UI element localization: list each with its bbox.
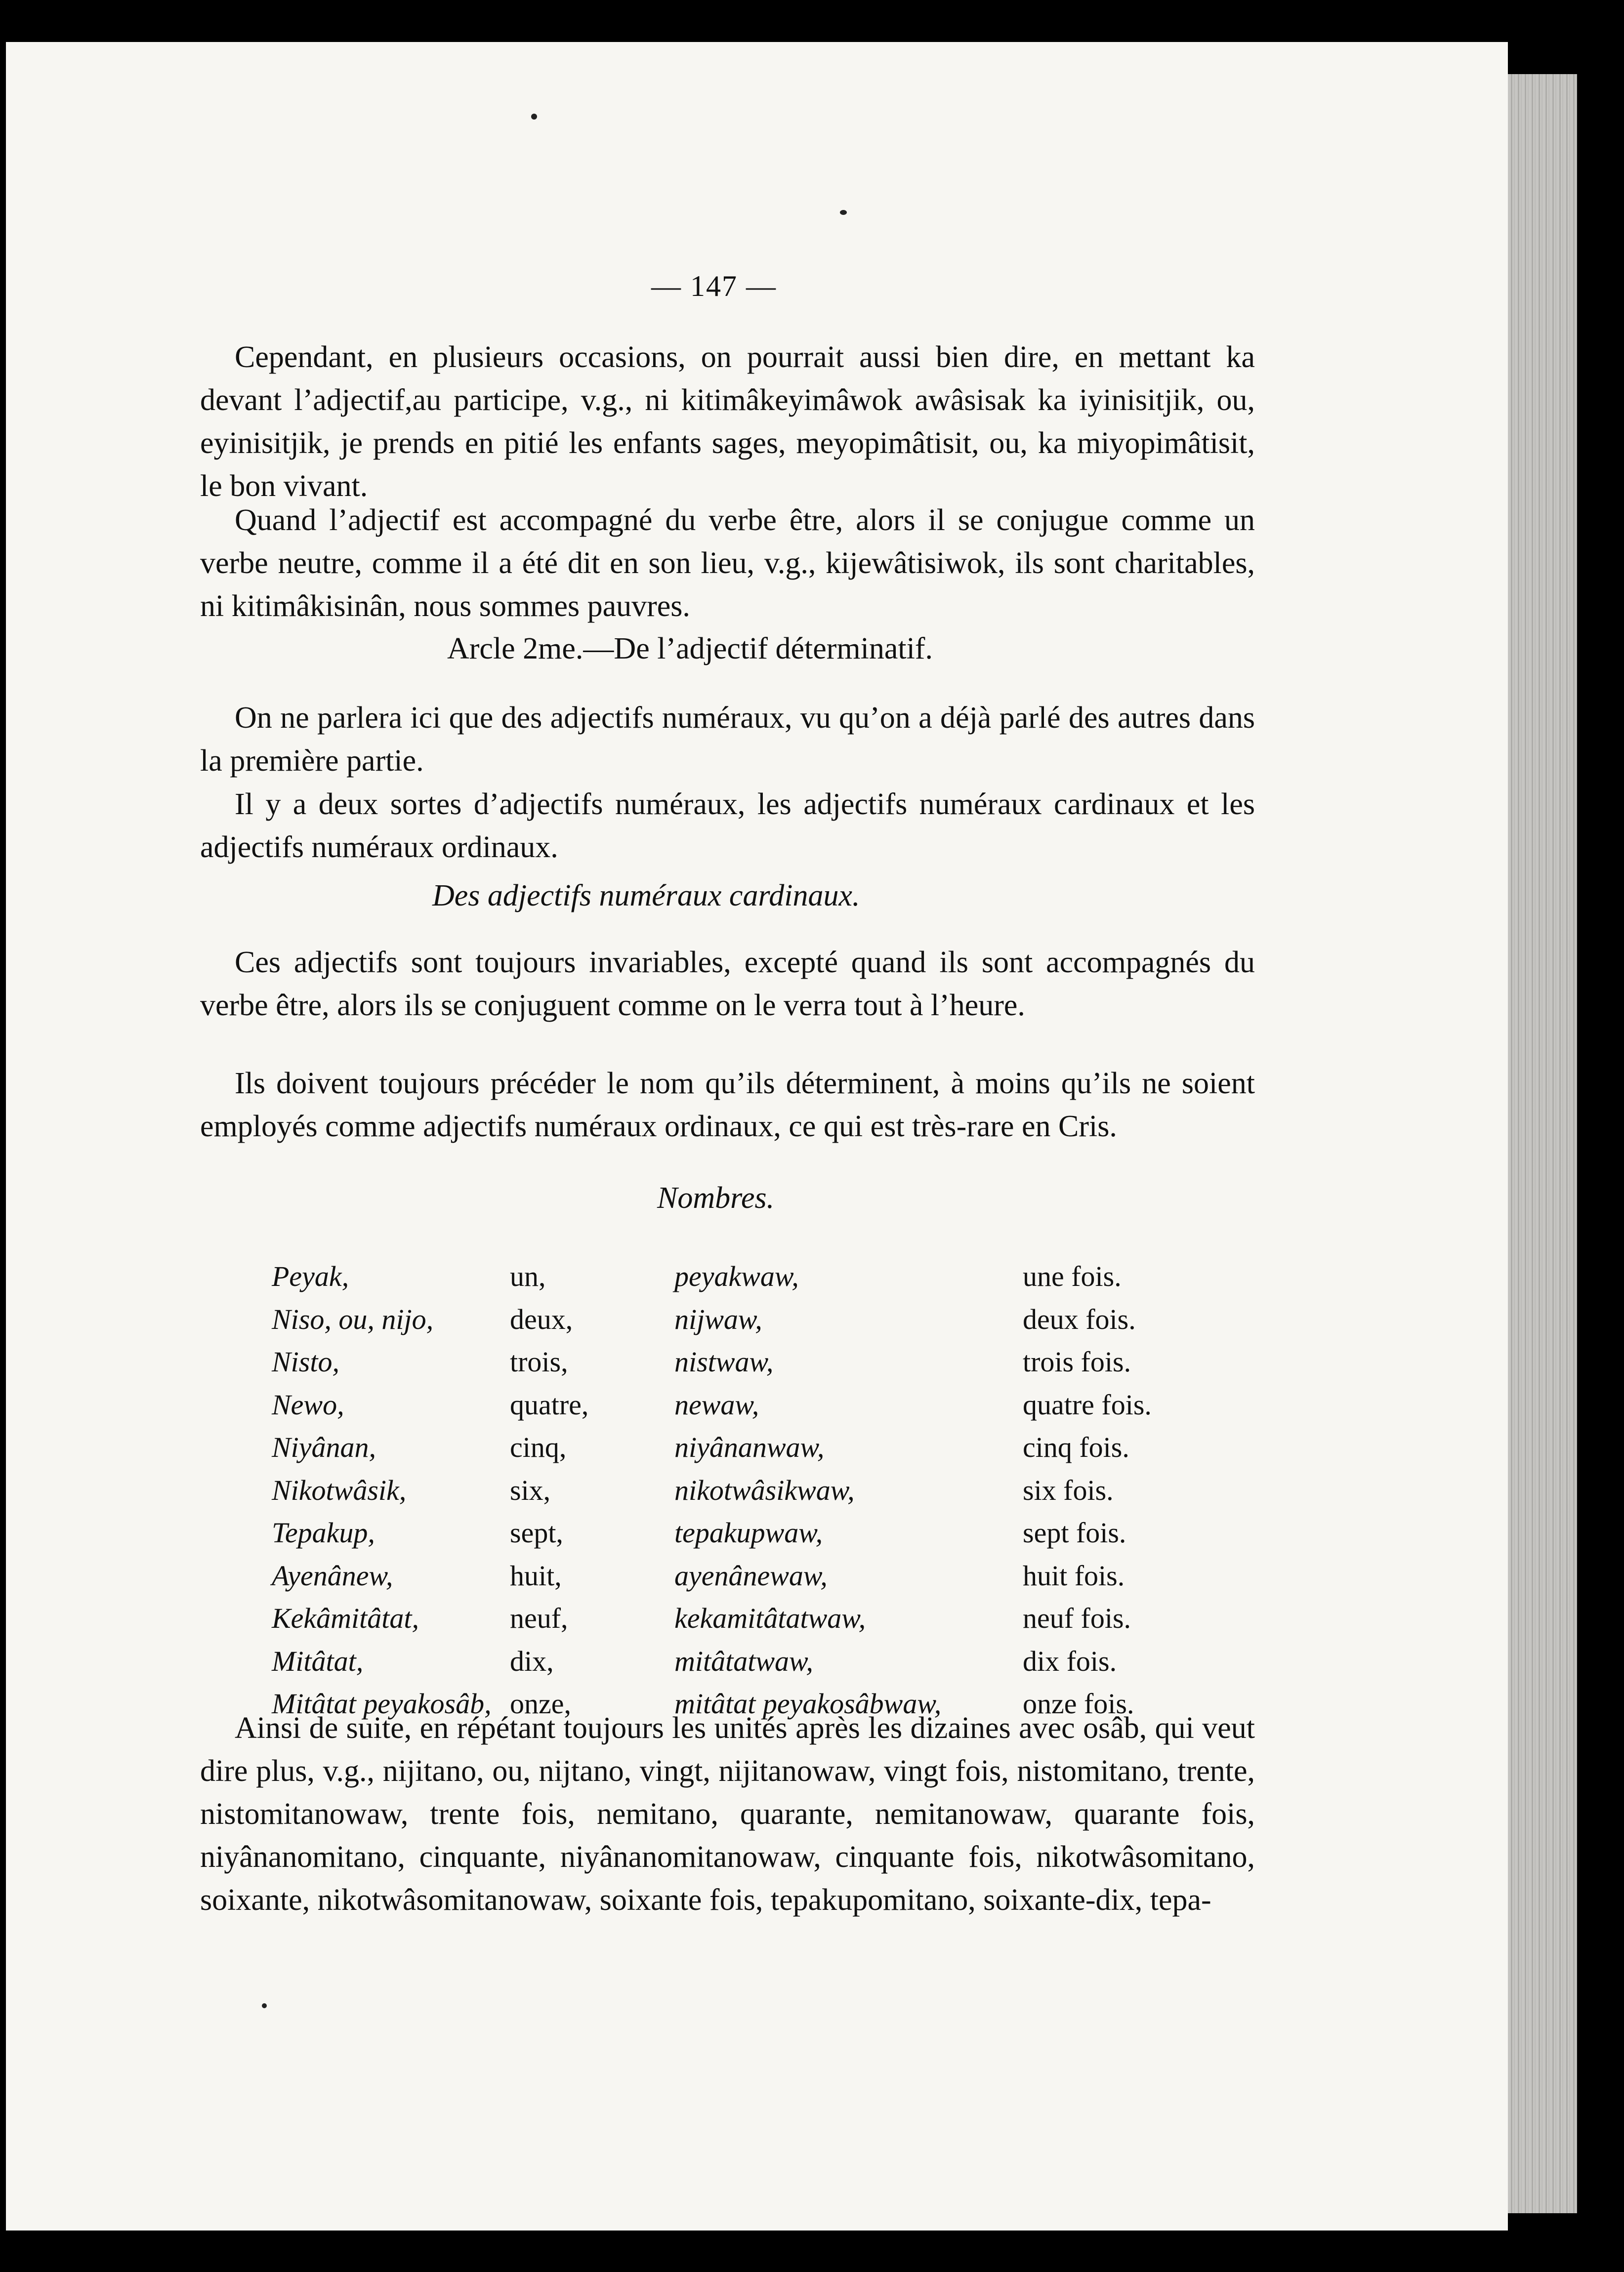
french-number: quatre, [510,1388,589,1421]
french-times: dix fois. [1023,1645,1117,1677]
french-times: huit fois. [1023,1559,1125,1592]
french-number: trois, [510,1346,568,1378]
nombres-title: Nombres. [657,1181,775,1215]
cree-number: Niso, ou, nijo, [272,1303,434,1335]
french-times: sept fois. [1023,1517,1126,1549]
number-row [272,1597,1235,1640]
cree-number: Ayenânew, [272,1559,393,1592]
cree-number: Nisto, [272,1346,339,1378]
french-times: une fois. [1023,1260,1122,1292]
paragraph-2: Quand l’adjectif est accompagné du verbe être, alors il se conjugue comme un verbe neutre, comme il a été dit en son lieu, v.g., kijewâtisiwok, ils sont charitables, ni kitimâkisinân, nous sommes pauvres. [200,503,1255,623]
section-heading: Des adjectifs numéraux cardinaux. [432,879,860,912]
ink-speck [840,210,847,215]
cree-times: mitâtatwaw, [674,1645,813,1677]
cree-times: niyânanwaw, [674,1431,825,1463]
article-heading: Arcle 2me.—De l’adjectif déterminatif. [447,632,933,665]
paragraph-4: Il y a deux sortes d’adjectifs numéraux, les adjectifs numéraux cardinaux et les adjectifs numéraux ordinaux. [200,787,1255,864]
number-row [272,1383,1235,1426]
number-row [272,1340,1235,1383]
cree-number: Tepakup, [272,1517,375,1549]
cree-times: nistwaw, [674,1346,774,1378]
number-row [272,1554,1235,1597]
cree-times: tepakupwaw, [674,1517,823,1549]
french-number: huit, [510,1559,562,1592]
page-number: — 147 — [651,270,777,302]
french-number: neuf, [510,1602,568,1634]
number-row [272,1640,1235,1683]
french-number: cinq, [510,1431,567,1463]
french-times: trois fois. [1023,1346,1131,1378]
french-number: un, [510,1260,546,1292]
french-number: dix, [510,1645,554,1677]
cree-times: nikotwâsikwaw, [674,1474,855,1506]
ink-speck [531,114,537,120]
cree-number: Peyak, [272,1260,349,1292]
number-row [272,1469,1235,1512]
cree-times: kekamitâtatwaw, [674,1602,866,1634]
cree-times: mitâtat peyakosâbwaw, [674,1688,942,1720]
number-row [272,1426,1235,1469]
cree-number: Kekâmitâtat, [272,1602,419,1634]
french-number: onze, [510,1688,571,1720]
number-row [272,1298,1235,1341]
french-number: sept, [510,1517,563,1549]
cree-number: Mitâtat peyakosâb, [272,1688,492,1720]
cree-number: Niyânan, [272,1431,376,1463]
paragraph-1: Cependant, en plusieurs occasions, on pourrait aussi bien dire, en mettant ka devant l’adjectif,au participe, v.g., ni kitimâkeyimâwok awâsisak ka iyinisitjik, ou, eyinisitjik, je prends en pitié les enfants sages, meyopimâtisit, ou, ka miyopimâtisit, le bon vivant. [200,340,1255,503]
cree-number: Newo, [272,1388,344,1421]
paragraph-6: Ils doivent toujours précéder le nom qu’ils déterminent, à moins qu’ils ne soient employés comme adjectifs numéraux ordinaux, ce qui est très-rare en Cris. [200,1067,1255,1143]
cree-times: peyakwaw, [674,1260,799,1292]
french-number: six, [510,1474,551,1506]
cree-times: ayenânewaw, [674,1559,828,1592]
paragraph-7: Ainsi de suite, en répétant toujours les unités après les dizaines avec osâb, qui veut dire plus, v.g., nijitano, ou, nijtano, vingt, nijitanowaw, vingt fois, nistomitano, trente, nistomitanowaw, trente fois, nemitano, quarante, nemitanowaw, quarante fois, niyânanomitano, cinquante, niyânanomitanowaw, cinquante fois, nikotwâsomitano, soixante, nikotwâsomitanowaw, soixante fois, tepakupomitano, soixante-dix, tepa- [200,1711,1255,1917]
page-edge [1508,74,1577,2213]
french-times: cinq fois. [1023,1431,1129,1463]
paragraph-5: Ces adjectifs sont toujours invariables, excepté quand ils sont accompagnés du verbe être, alors ils se conjuguent comme on le verra tout à l’heure. [200,946,1255,1022]
french-times: neuf fois. [1023,1602,1131,1634]
cree-times: nijwaw, [674,1303,762,1335]
french-times: onze fois. [1023,1688,1134,1720]
french-times: quatre fois. [1023,1388,1152,1421]
french-times: deux fois. [1023,1303,1136,1335]
paragraph-3: On ne parlera ici que des adjectifs numéraux, vu qu’on a déjà parlé des autres dans la première partie. [200,701,1255,778]
number-row [272,1255,1235,1298]
ink-speck [262,2003,267,2008]
cree-times: newaw, [674,1388,759,1421]
french-number: deux, [510,1303,573,1335]
cree-number: Mitâtat, [272,1645,364,1677]
cree-number: Nikotwâsik, [272,1474,407,1506]
number-row [272,1511,1235,1554]
french-times: six fois. [1023,1474,1114,1506]
